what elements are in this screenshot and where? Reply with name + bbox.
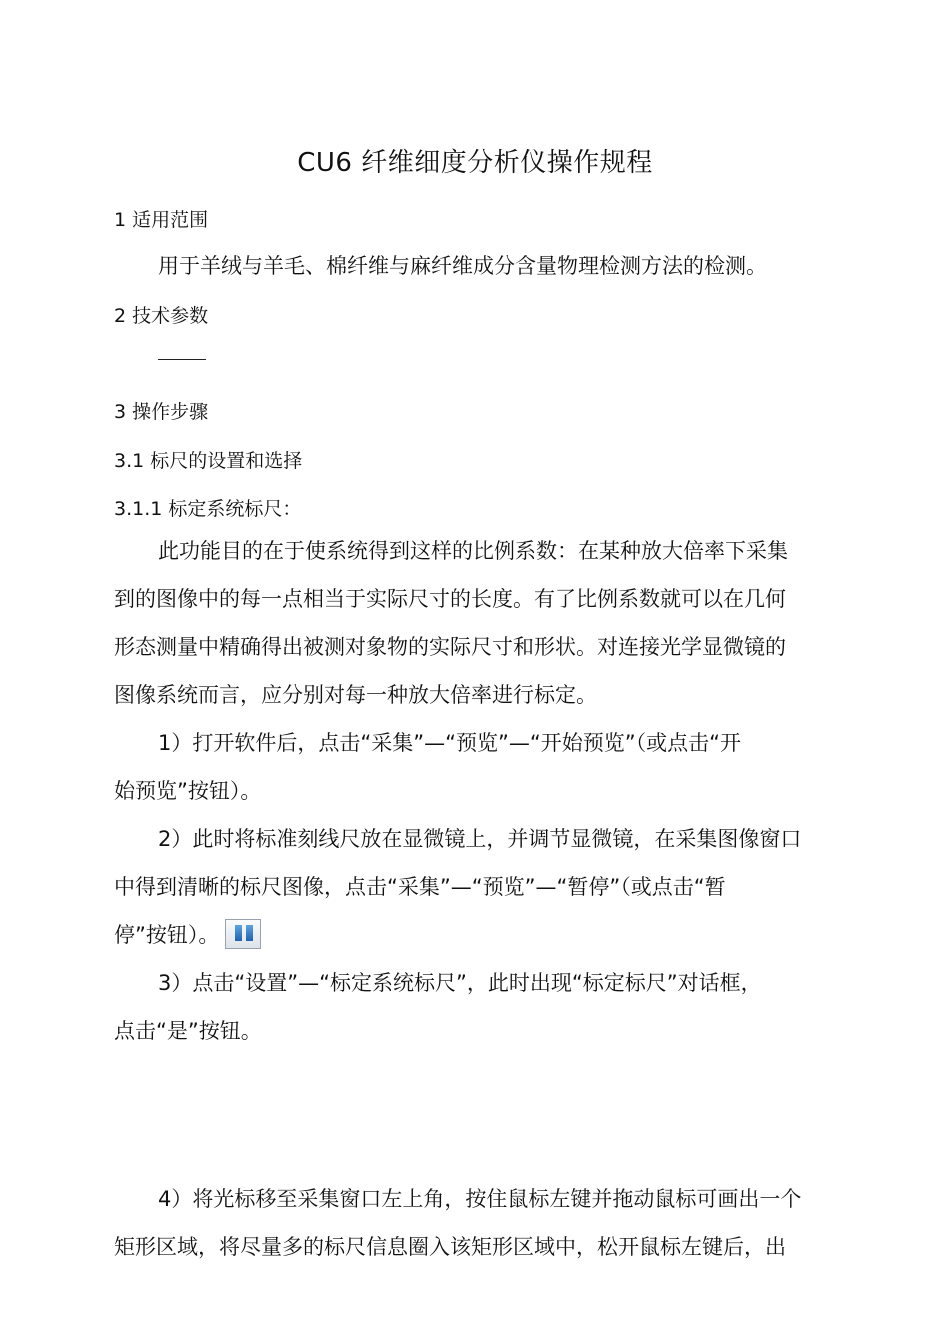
step-3-line: 点击“是”按钮。 [114, 1019, 262, 1043]
step-2-line: 2）此时将标准刻线尺放在显微镜上，并调节显微镜，在采集图像窗口 [158, 827, 802, 851]
paragraph-line: 图像系统而言，应分别对每一种放大倍率进行标定。 [114, 683, 597, 707]
pause-icon [225, 919, 261, 949]
section-3-1-heading: 3.1 标尺的设置和选择 [114, 450, 303, 472]
section-1-heading: 1 适用范围 [114, 209, 209, 231]
document-title: CU6 纤维细度分析仪操作规程 [297, 148, 653, 178]
step-2-last-line [114, 920, 839, 951]
step-2-line: 停”按钮）。 [114, 923, 220, 947]
paragraph-line: 形态测量中精确得出被测对象物的实际尺寸和形状。对连接光学显微镜的 [114, 635, 786, 659]
step-4-line: 4）将光标移至采集窗口左上角，按住鼠标左键并拖动鼠标可画出一个 [158, 1187, 802, 1211]
section-3-heading: 3 操作步骤 [114, 401, 209, 423]
step-1-line: 1）打开软件后，点击“采集”—“预览”—“开始预览”（或点击“开 [158, 731, 742, 755]
step-3-line: 3）点击“设置”—“标定系统标尺”，此时出现“标定标尺”对话框， [158, 971, 762, 995]
step-4-line: 矩形区域，将尽量多的标尺信息圈入该矩形区域中，松开鼠标左键后，出 [114, 1235, 786, 1259]
section-1-body: 用于羊绒与羊毛、棉纤维与麻纤维成分含量物理检测方法的检测。 [158, 254, 767, 278]
paragraph-line: 此功能目的在于使系统得到这样的比例系数：在某种放大倍率下采集 [158, 539, 788, 563]
step-1-line: 始预览”按钮）。 [114, 779, 262, 803]
step-2-line: 中得到清晰的标尺图像，点击“采集”—“预览”—“暂停”（或点击“暂 [114, 875, 726, 899]
section-3-1-1-heading: 3.1.1 标定系统标尺： [114, 498, 302, 520]
section-2-heading: 2 技术参数 [114, 305, 209, 327]
paragraph-line: 到的图像中的每一点相当于实际尺寸的长度。有了比例系数就可以在几何 [114, 587, 786, 611]
empty-value-dash [158, 359, 206, 360]
